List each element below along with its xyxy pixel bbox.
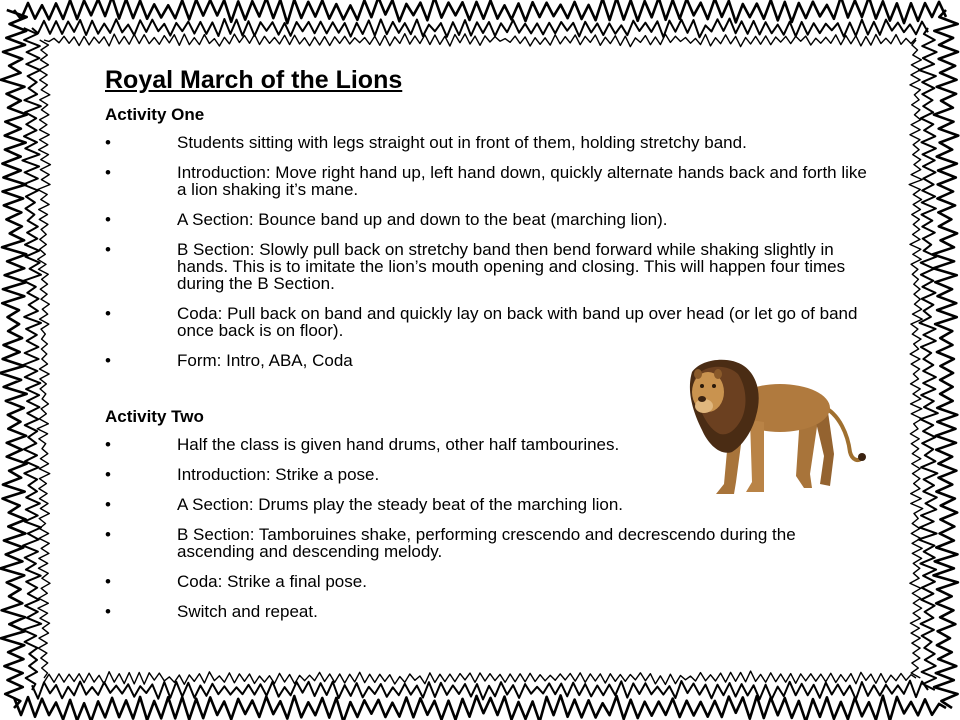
- activity-one-list: [105, 134, 875, 369]
- list-item: • Students sitting with legs straight out in front of them, holding stretchy band.: [105, 133, 747, 152]
- bullet-icon: •: [105, 351, 111, 370]
- page-title: Royal March of the Lions: [105, 66, 403, 94]
- activity-one-heading: Activity One: [105, 105, 205, 124]
- border-scribble: [44, 671, 916, 684]
- bullet-icon: •: [105, 163, 111, 182]
- list-item: • Coda: Pull back on band and quickly lay on back with band up over head (or let go of band once back is on floor).: [105, 304, 858, 340]
- bullet-icon: •: [105, 465, 111, 484]
- list-item: • Introduction: Move right hand up, left hand down, quickly alternate hands back and forth like a lion shaking it’s mane.: [105, 163, 867, 199]
- bullet-icon: •: [105, 602, 111, 621]
- border-scribble: [14, 0, 946, 23]
- list-item: • A Section: Bounce band up and down to the beat (marching lion).: [105, 210, 668, 229]
- bullet-icon: •: [105, 133, 111, 152]
- border-scribble: [0, 10, 27, 708]
- bullet-icon: •: [105, 210, 111, 229]
- worksheet-content: [105, 62, 875, 633]
- border-scribble: [44, 34, 916, 47]
- border-scribble: [909, 40, 923, 678]
- bullet-icon: •: [105, 495, 111, 514]
- list-item: • Coda: Strike a final pose.: [105, 572, 367, 591]
- border-scribble: [933, 10, 959, 708]
- lion-illustration: [672, 356, 868, 502]
- bullet-icon: •: [105, 435, 111, 454]
- list-item: • B Section: Slowly pull back on stretchy band then bend forward while shaking slightly in hands. This is to imitate the lion’s mouth opening and closing. This will happen four times during the B Section.: [105, 240, 846, 293]
- bullet-icon: •: [105, 525, 111, 544]
- list-item: • Introduction: Strike a pose.: [105, 465, 380, 484]
- bullet-icon: •: [105, 572, 111, 591]
- border-scribble: [32, 681, 928, 700]
- border-scribble: [32, 19, 928, 38]
- bullet-icon: •: [105, 240, 111, 259]
- list-item: • B Section: Tamboruines shake, performing crescendo and decrescendo during the ascending and descending melody.: [105, 525, 796, 561]
- bullet-icon: •: [105, 304, 111, 323]
- border-scribble: [22, 28, 41, 690]
- list-item: • A Section: Drums play the steady beat of the marching lion.: [105, 495, 624, 514]
- border-scribble: [14, 695, 946, 720]
- list-item: • Half the class is given hand drums, other half tambourines.: [105, 435, 620, 454]
- list-item: • Switch and repeat.: [105, 602, 318, 621]
- border-scribble: [919, 28, 938, 690]
- list-item: • Form: Intro, ABA, Coda: [105, 351, 353, 370]
- activity-two-heading: Activity Two: [105, 407, 204, 426]
